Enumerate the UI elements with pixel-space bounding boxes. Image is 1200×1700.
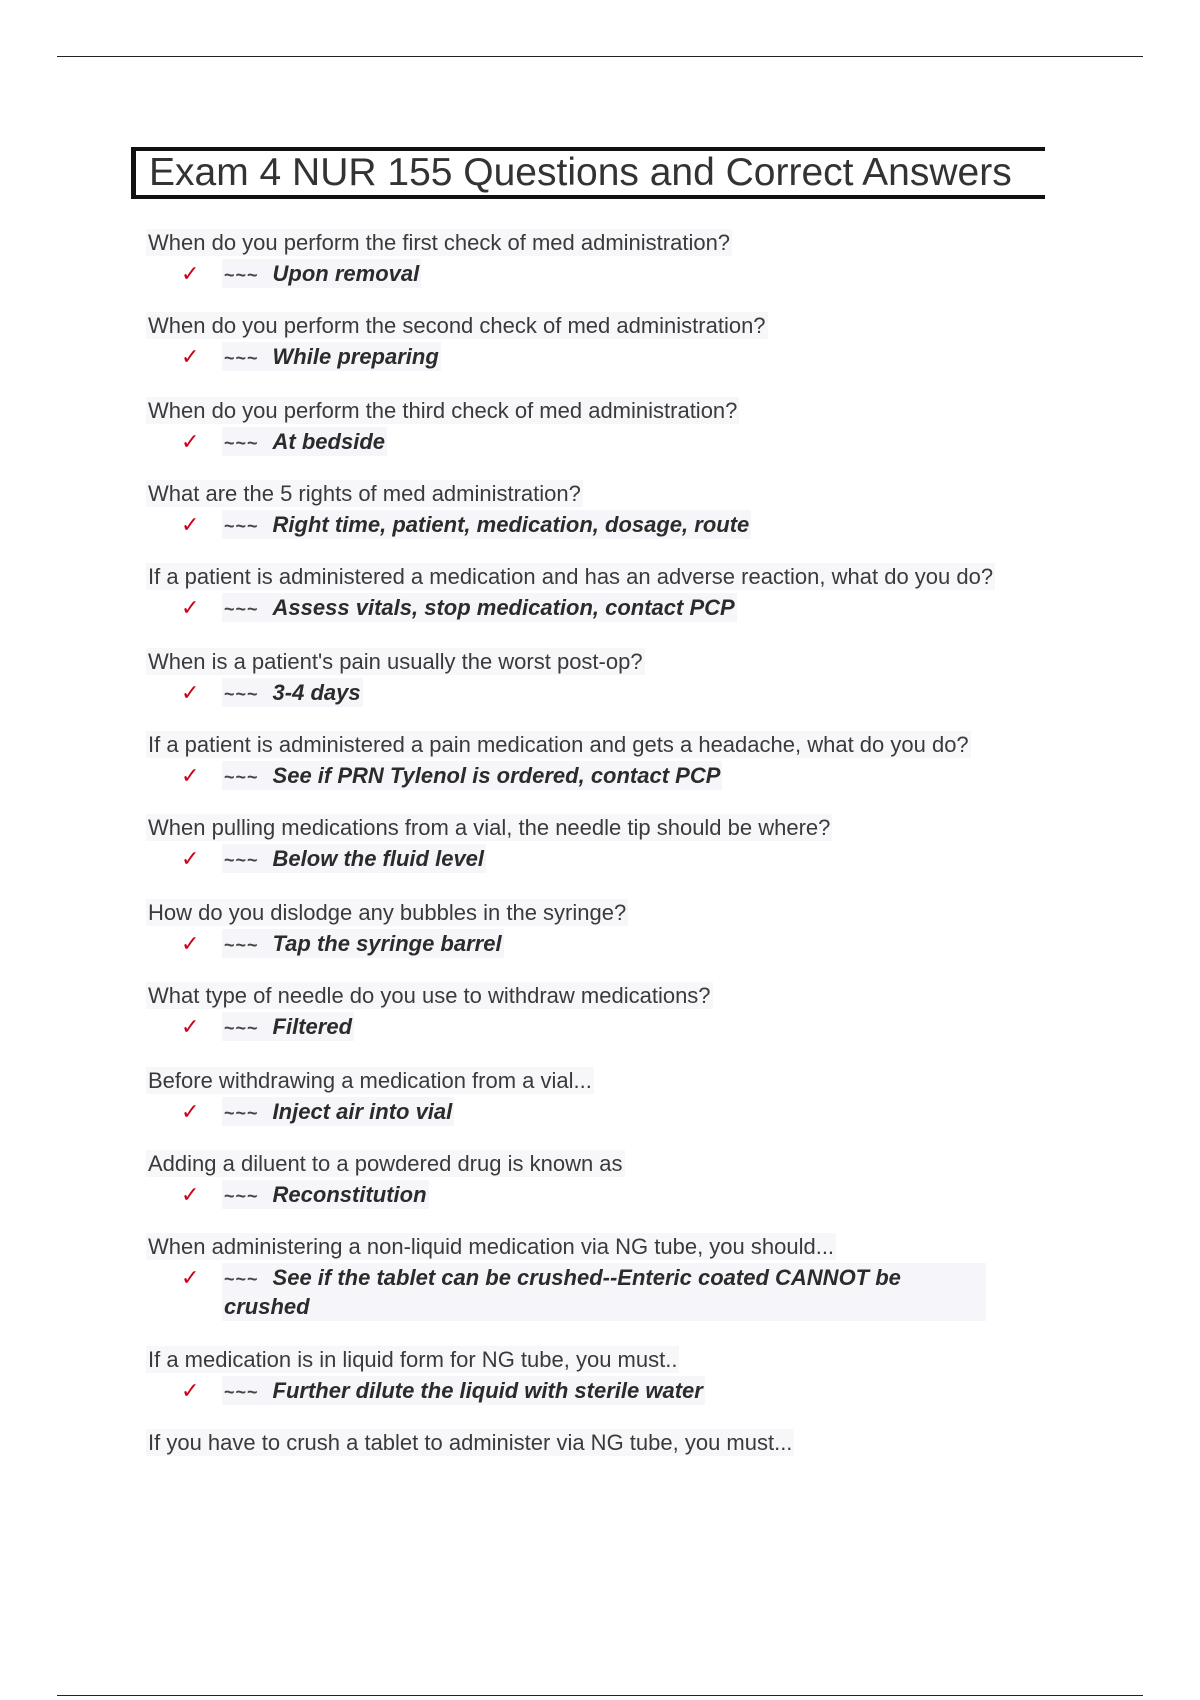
question-wrapper	[146, 311, 1046, 340]
question-text: What are the 5 rights of med administration?	[148, 481, 581, 506]
qa-item	[146, 311, 1076, 372]
answer-text: Tap the syringe barrel	[272, 931, 502, 956]
tilde-marker: ~~~	[224, 1382, 259, 1402]
tilde-marker: ~~~	[224, 433, 259, 453]
question-wrapper	[146, 813, 1046, 842]
answer-block	[222, 761, 722, 790]
answer-row	[146, 929, 1076, 959]
checkmark-icon: ✓	[181, 512, 200, 537]
answer-block	[222, 1012, 354, 1041]
answer-row	[146, 593, 1076, 623]
qa-item	[146, 1428, 1076, 1457]
top-rule	[57, 56, 1143, 57]
answer-block	[222, 1180, 429, 1209]
checkmark-icon: ✓	[181, 763, 200, 788]
tilde-marker: ~~~	[224, 516, 259, 536]
question-text: If a medication is in liquid form for NG tube, you must..	[148, 1347, 678, 1372]
tilde-marker: ~~~	[224, 850, 259, 870]
question-wrapper	[146, 647, 1046, 676]
question-text: When pulling medications from a vial, the needle tip should be where?	[148, 815, 831, 840]
question-wrapper	[146, 396, 1046, 425]
question-wrapper	[146, 1066, 1046, 1095]
question-wrapper	[146, 1232, 1046, 1261]
question-wrapper	[146, 228, 1046, 257]
checkmark-icon: ✓	[181, 1099, 200, 1124]
question-wrapper	[146, 562, 1046, 591]
answer-row	[146, 1097, 1076, 1127]
answer-row	[146, 427, 1076, 457]
answer-row	[146, 1376, 1076, 1406]
document-title: Exam 4 NUR 155 Questions and Correct Answers	[131, 147, 1045, 199]
tilde-marker: ~~~	[224, 1269, 259, 1289]
answer-text: 3-4 days	[272, 680, 361, 705]
answer-text: Filtered	[272, 1014, 353, 1039]
qa-item	[146, 1345, 1076, 1406]
qa-item	[146, 1232, 1076, 1321]
answer-text: Below the fluid level	[272, 846, 485, 871]
question-text: If a patient is administered a medication and has an adverse reaction, what do you do?	[148, 564, 994, 589]
answer-row	[146, 259, 1076, 289]
question-text: When do you perform the first check of med administration?	[148, 230, 731, 255]
qa-item	[146, 981, 1076, 1042]
tilde-marker: ~~~	[224, 265, 259, 285]
tilde-marker: ~~~	[224, 935, 259, 955]
answer-block	[222, 593, 737, 622]
checkmark-icon: ✓	[181, 846, 200, 871]
question-text: What type of needle do you use to withdraw medications?	[148, 983, 711, 1008]
answer-row	[146, 678, 1076, 708]
answer-block	[222, 1263, 986, 1321]
qa-item	[146, 1066, 1076, 1127]
checkmark-icon: ✓	[181, 261, 200, 286]
answer-block	[222, 1376, 705, 1405]
checkmark-icon: ✓	[181, 931, 200, 956]
tilde-marker: ~~~	[224, 348, 259, 368]
checkmark-icon: ✓	[181, 1182, 200, 1207]
bottom-rule	[57, 1695, 1143, 1696]
qa-item	[146, 647, 1076, 708]
answer-row	[146, 1180, 1076, 1210]
answer-text: While preparing	[272, 344, 439, 369]
qa-item	[146, 1149, 1076, 1210]
answer-text: See if PRN Tylenol is ordered, contact PCP	[272, 763, 721, 788]
answer-block	[222, 259, 421, 288]
checkmark-icon: ✓	[181, 1378, 200, 1403]
answer-text: Assess vitals, stop medication, contact PCP	[272, 595, 735, 620]
qa-item	[146, 228, 1076, 289]
answer-block	[222, 1097, 454, 1126]
checkmark-icon: ✓	[181, 680, 200, 705]
tilde-marker: ~~~	[224, 1018, 259, 1038]
answer-block	[222, 427, 387, 456]
tilde-marker: ~~~	[224, 599, 259, 619]
question-text: When do you perform the third check of med administration?	[148, 398, 738, 423]
question-text: Before withdrawing a medication from a vial...	[148, 1068, 592, 1093]
tilde-marker: ~~~	[224, 684, 259, 704]
answer-block	[222, 929, 504, 958]
answer-text: Inject air into vial	[272, 1099, 453, 1124]
answer-text: Upon removal	[272, 261, 420, 286]
answer-text: Further dilute the liquid with sterile water	[272, 1378, 703, 1403]
answer-block	[222, 678, 363, 707]
qa-item	[146, 813, 1076, 874]
checkmark-icon: ✓	[181, 1014, 200, 1039]
qa-item	[146, 562, 1076, 623]
question-wrapper	[146, 1149, 1046, 1178]
tilde-marker: ~~~	[224, 1103, 259, 1123]
question-text: If a patient is administered a pain medication and gets a headache, what do you do?	[148, 732, 969, 757]
question-text: When administering a non-liquid medication via NG tube, you should...	[148, 1234, 835, 1259]
answer-block	[222, 510, 751, 539]
question-text: When do you perform the second check of med administration?	[148, 313, 766, 338]
checkmark-icon: ✓	[181, 429, 200, 454]
question-wrapper	[146, 730, 1046, 759]
answer-row	[146, 1263, 1076, 1321]
answer-row	[146, 510, 1076, 540]
answer-text: At bedside	[272, 429, 386, 454]
question-wrapper	[146, 1428, 1046, 1457]
answer-row	[146, 761, 1076, 791]
answer-row	[146, 844, 1076, 874]
checkmark-icon: ✓	[181, 344, 200, 369]
answer-block	[222, 844, 486, 873]
question-wrapper	[146, 981, 1046, 1010]
question-text: When is a patient's pain usually the worst post-op?	[148, 649, 643, 674]
answer-text: Reconstitution	[272, 1182, 427, 1207]
qa-item	[146, 898, 1076, 959]
answer-text: Right time, patient, medication, dosage, route	[272, 512, 750, 537]
question-text: How do you dislodge any bubbles in the syringe?	[148, 900, 627, 925]
qa-item	[146, 479, 1076, 540]
question-wrapper	[146, 1345, 1046, 1374]
answer-row	[146, 1012, 1076, 1042]
answer-row	[146, 342, 1076, 372]
question-text: If you have to crush a tablet to administer via NG tube, you must...	[148, 1430, 793, 1455]
tilde-marker: ~~~	[224, 1186, 259, 1206]
qa-item	[146, 396, 1076, 457]
question-text: Adding a diluent to a powdered drug is known as	[148, 1151, 623, 1176]
checkmark-icon: ✓	[181, 595, 200, 620]
answer-block	[222, 342, 441, 371]
question-wrapper	[146, 898, 1046, 927]
qa-item	[146, 730, 1076, 791]
tilde-marker: ~~~	[224, 767, 259, 787]
checkmark-icon: ✓	[181, 1265, 200, 1290]
qa-list	[146, 206, 1076, 1457]
answer-text: See if the tablet can be crushed--Enteric coated CANNOT be crushed	[224, 1265, 901, 1319]
question-wrapper	[146, 479, 1046, 508]
